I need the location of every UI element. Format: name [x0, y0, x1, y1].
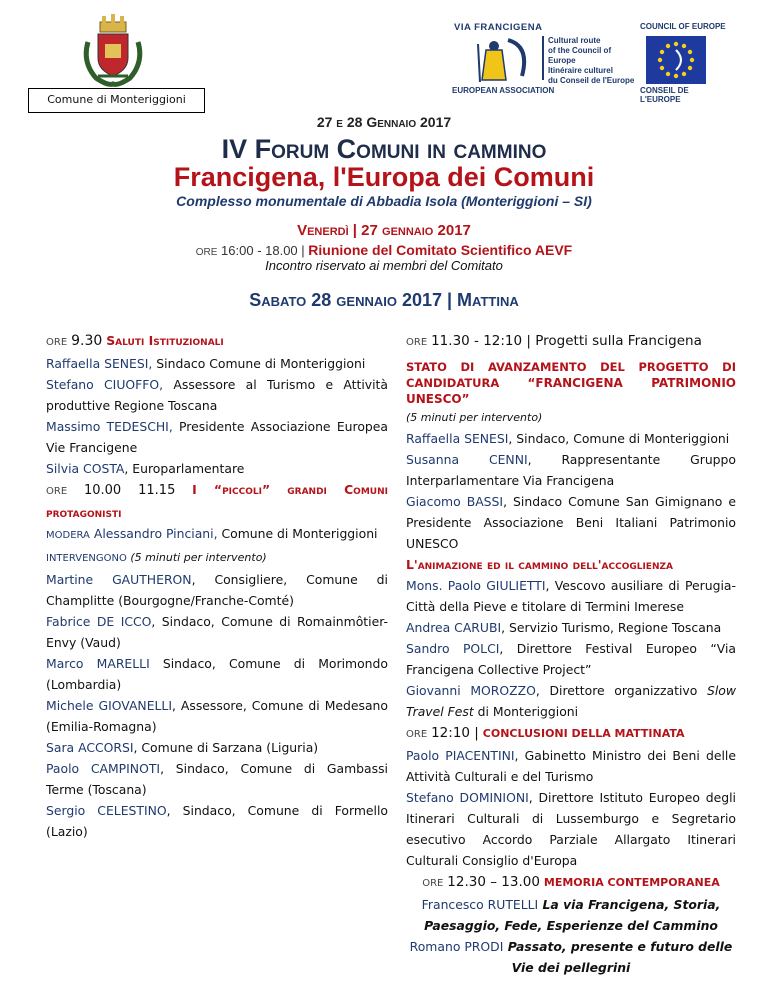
session-saluti	[46, 330, 388, 353]
speaker-role: Sindaco Comune di Monteriggioni	[152, 356, 366, 371]
speaker	[406, 428, 736, 449]
speaker-name: Stefano CIUOFFO,	[46, 377, 164, 392]
speaker-role: , Sindaco, Comune di Formello (Lazio)	[46, 803, 388, 839]
speaker-name: Sandro POLCI	[406, 641, 500, 656]
speaker-name: Raffaella SENESI	[406, 431, 509, 446]
speaker	[46, 353, 388, 374]
session-unesco-title	[406, 359, 736, 407]
speaker-role: , Direttore Istituto Europeo degli Itinerari Culturali di Lussemburgo e Segretario esecutivo Accordo Parziale Allargato Itinerari Culturali Consiglio d'Europa	[406, 790, 736, 868]
speaker-name: Paolo CAMPINOTI	[46, 761, 161, 776]
eu-stars-icon	[646, 36, 706, 84]
speaker-role: Presidente Associazione Europea Vie Francigene	[46, 419, 388, 455]
speaker	[406, 491, 736, 554]
moderator	[46, 523, 388, 546]
speaker-role: , Sindaco, Comune di Gambassi Terme (Toscana)	[46, 761, 388, 797]
speaker-name: Martine GAUTHERON	[46, 572, 192, 587]
speaker-role: , Servizio Turismo, Regione Toscana	[501, 620, 722, 635]
municipal-crest-icon	[78, 12, 148, 88]
speaker	[46, 374, 388, 416]
pilgrim-icon	[468, 36, 538, 84]
session-note: (5 minuti per intervento)	[406, 411, 543, 424]
vf-text	[548, 36, 638, 86]
speaker-name: Andrea CARUBI	[406, 620, 502, 635]
session-time: 10.00 11.15	[83, 483, 176, 498]
session-conclusioni	[406, 722, 736, 745]
vf-line4: du Conseil de l'Europe	[548, 76, 635, 85]
speakers-note: (5 minuti per intervento)	[126, 551, 267, 564]
session-time: 12:10 |	[431, 725, 479, 741]
session-comuni	[46, 479, 388, 523]
speaker	[46, 737, 388, 758]
speaker-role-end: di Monteriggioni	[473, 704, 579, 719]
speaker	[46, 758, 388, 800]
speaker	[46, 569, 388, 611]
speaker-role: , Gabinetto Ministro dei Beni delle Attività Culturali e del Turismo	[406, 748, 736, 784]
speaker-role: Sindaco, Comune di Morimondo (Lombardia)	[46, 656, 388, 692]
event-dates: 27 e 28 Gennaio 2017	[316, 114, 452, 130]
saturday-heading: Sabato 28 gennaio 2017 | Mattina	[249, 290, 519, 310]
ore-label: ORE	[406, 729, 428, 740]
speaker-name: Sergio CELESTINO	[46, 803, 167, 818]
vf-bottom: EUROPEAN ASSOCIATION	[452, 86, 555, 95]
speaker-name: Fabrice DE ICCO	[46, 614, 152, 629]
session-title-highlight: “FRANCIGENA PATRIMONIO UNESCO”	[406, 376, 736, 406]
speaker-name: Silvia COSTA	[46, 461, 125, 476]
council-of-europe-logo	[640, 22, 730, 104]
session-title: MEMORIA CONTEMPORANEA	[543, 876, 720, 889]
speaker	[46, 416, 388, 458]
speaker-name: Romano PRODI	[409, 939, 504, 954]
speaker	[406, 638, 736, 680]
vf-title: VIA FRANCIGENA	[454, 22, 543, 33]
speaker	[46, 695, 388, 737]
ore-label: ORE	[46, 337, 68, 348]
session-time: 11.30 - 12:10 | Progetti sulla Francigena	[431, 333, 702, 349]
speaker-talk: Passato, presente e futuro delle Vie dei pellegrini	[503, 939, 733, 975]
speaker	[406, 894, 736, 936]
speaker	[46, 458, 388, 479]
session-title: Saluti Istituzionali	[106, 333, 224, 348]
ore-label: ORE	[46, 486, 68, 497]
vf-line1: Cultural route	[548, 36, 601, 45]
forum-title: IV Forum Comuni in cammino	[221, 134, 547, 164]
speaker-name: Sara ACCORSI	[46, 740, 134, 755]
speaker	[46, 611, 388, 653]
speaker-role: , Europarlamentare	[124, 461, 245, 476]
right-column	[406, 330, 736, 978]
vf-line2: of the Council of Europe	[548, 46, 612, 65]
speaker-name: Michele GIOVANELLI	[46, 698, 172, 713]
speaker-name: Stefano DOMINIONI	[406, 790, 529, 805]
moderator-label: MODERA	[46, 530, 90, 541]
speaker	[406, 680, 736, 722]
left-column	[46, 330, 388, 842]
speaker	[46, 653, 388, 695]
friday-heading: Venerdì | 27 gennaio 2017	[297, 222, 471, 239]
speaker-name: Raffaella SENESI,	[46, 356, 153, 371]
speaker-name: Giacomo BASSI	[406, 494, 504, 509]
session-title: L'animazione ed il cammino dell'accoglienza	[406, 557, 673, 572]
speakers-label: INTERVENGONO	[46, 553, 127, 564]
speaker-role: Comune di Monteriggioni	[217, 526, 378, 541]
speaker-role: , Rappresentante Gruppo Interparlamentare Via Francigena	[406, 452, 736, 488]
coe-bottom: CONSEIL DE L'EUROPE	[640, 86, 689, 104]
session-title: CONCLUSIONI DELLA MATTINATA	[482, 727, 685, 740]
speakers-intro	[46, 546, 388, 569]
forum-subtitle: Francigena, l'Europa dei Comuni	[173, 162, 595, 192]
via-francigena-logo	[438, 22, 635, 98]
friday-meeting: Riunione del Comitato Scientifico AEVF	[308, 242, 573, 258]
speaker-role: , Direttore organizzativo	[535, 683, 707, 698]
session-progetti	[406, 330, 736, 353]
speaker-name: Massimo TEDESCHI,	[46, 419, 173, 434]
speaker-role: Assessore al Turismo e Attività produttive Regione Toscana	[46, 377, 389, 413]
speaker-name: Paolo PIACENTINI	[406, 748, 515, 763]
municipality-box: Comune di Monteriggioni	[28, 88, 205, 113]
vf-divider	[542, 36, 544, 80]
speaker-role: , Comune di Sarzana (Liguria)	[133, 740, 319, 755]
speaker-role: , Sindaco, Comune di Romainmôtier-Envy (Vaud)	[46, 614, 388, 650]
speaker	[406, 617, 736, 638]
friday-time: 16:00 - 18.00 |	[221, 243, 305, 258]
coe-top: COUNCIL OF EUROPE	[640, 22, 726, 31]
speaker-name: Susanna CENNI	[406, 452, 528, 467]
speaker-name: Francesco RUTELLI	[421, 897, 539, 912]
speaker-role: , Sindaco Comune San Gimignano e Presidente Associazione Beni Italiani Patrimonio UNESCO	[406, 494, 737, 551]
ore-label: ORE	[406, 337, 428, 348]
friday-ore: ORE	[195, 247, 218, 258]
speaker-role-italic: Slow Travel Fest	[406, 683, 736, 719]
ore-label: ORE	[422, 878, 444, 889]
vf-line3: Itinéraire culturel	[548, 66, 613, 75]
session-time: 12.30 – 13.00	[447, 874, 540, 890]
speaker-name: Marco MARELLI	[46, 656, 150, 671]
speaker-role: , Direttore Festival Europeo “Via Francigena Collective Project”	[406, 641, 737, 677]
speaker-role: , Consigliere, Comune di Champlitte (Bourgogne/Franche-Comté)	[46, 572, 388, 608]
speaker	[46, 800, 388, 842]
session-title: STATO DI AVANZAMENTO DEL PROGETTO DI CANDIDATURA	[406, 360, 736, 390]
speaker	[406, 575, 736, 617]
session-title: I “piccoli” grandi Comuni protagonisti	[46, 482, 388, 520]
speaker	[406, 745, 736, 787]
speaker-name: Alessandro Pinciani,	[93, 526, 218, 541]
speaker-name: Mons. Paolo GIULIETTI	[406, 578, 546, 593]
speaker-name: Giovanni MOROZZO	[406, 683, 536, 698]
speaker-role: , Sindaco, Comune di Monteriggioni	[508, 431, 730, 446]
speaker-talk: La via Francigena, Storia, Paesaggio, Fede, Esperienze del Cammino	[424, 897, 721, 933]
session-memoria	[406, 871, 736, 894]
session-time: 9.30	[71, 333, 103, 349]
speaker	[406, 449, 736, 491]
friday-meeting-line	[0, 242, 768, 258]
speaker	[406, 936, 736, 978]
speaker-role: , Assessore, Comune di Medesano (Emilia-Romagna)	[46, 698, 388, 734]
speaker	[406, 787, 736, 871]
event-place: Complesso monumentale di Abbadia Isola (Monteriggioni – SI)	[176, 193, 592, 209]
speaker-role: , Vescovo ausiliare di Perugia-Città della Pieve e titolare di Termini Imerese	[406, 578, 736, 614]
friday-note: Incontro riservato ai membri del Comitato	[265, 258, 503, 273]
